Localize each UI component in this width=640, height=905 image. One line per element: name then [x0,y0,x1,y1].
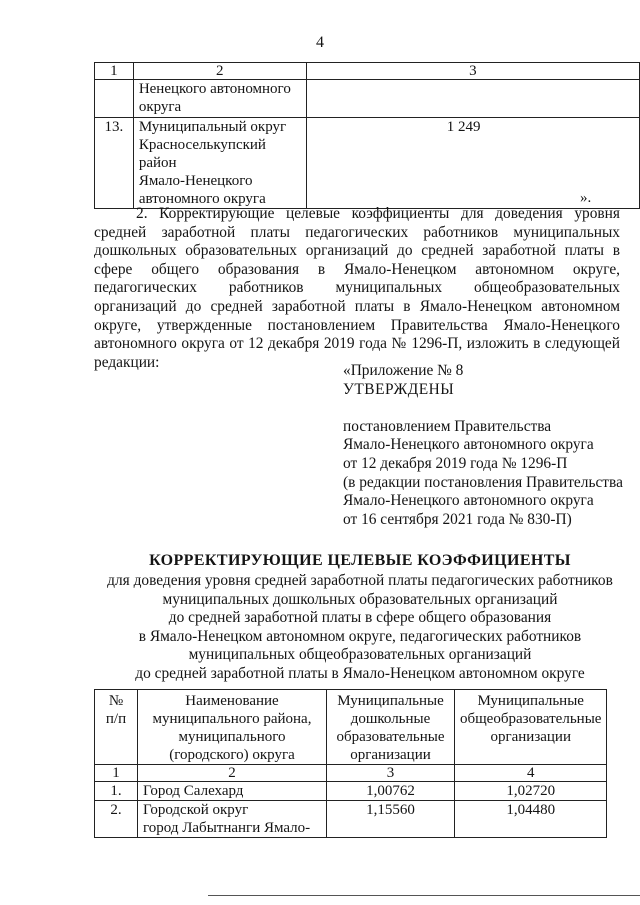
document-subtitle: для доведения уровня средней заработной платы педагогических работников муниципальных дошкольных образовательных организаций до средней заработной платы в сфере общего образования в Ямало-Ненецком автономном округе, педагогических работников муниципальных общеобразовательных организаций до средней заработной платы в Ямало-Ненецком автономном округе [107,572,613,682]
header-cell: 1 [95,63,134,80]
preschool-coefficient: 1,15560 [327,801,455,838]
page-bottom-rule [208,895,640,896]
document-title: КОРРЕКТИРУЮЩИЕ ЦЕЛЕВЫЕ КОЭФФИЦИЕНТЫ [149,552,571,569]
column-number: 2 [138,765,327,782]
row-number [95,80,134,118]
preschool-coefficient: 1,00762 [327,782,455,801]
appendix-label: «Приложение № 8 [343,362,464,379]
column-number-row [95,765,607,782]
column-number: 1 [95,765,138,782]
closing-quote: ». [580,190,592,206]
header-cell: Наименование муниципального района, муниципального (городского) округа [138,690,327,765]
municipality-name: Город Салехард [138,782,327,801]
approved-label: УТВЕРЖДЕНЫ [343,380,455,398]
table-header-row [95,63,640,80]
column-number: 4 [455,765,607,782]
header-cell: Муниципальные дошкольные образовательные организации [327,690,455,765]
table-row [95,80,640,118]
table-row [95,782,607,801]
value-cell: 1 249 [306,118,639,209]
municipality-name: Муниципальный округ Красноселькупский район Ямало-Ненецкого автономного округа [133,118,306,209]
header-cell: № п/п [95,690,138,765]
amendment-paragraph: 2. Корректирующие целевые коэффициенты для доведения уровня средней заработной платы педагогических работников муниципальных дошкольных образовательных организаций до средней заработной платы в сфере общего образования в Ямало-Ненецком автономном округе, педагогических работников муниципальных общеобразовательных организаций до средней заработной платы в Ямало-Ненецком автономном округе, утвержденные постановлением Правительства Ямало-Ненецкого автономного округа от 12 декабря 2019 года № 1296-П, изложить в следующей редакции: [94,205,620,371]
header-cell: 3 [306,63,639,80]
column-number: 3 [327,765,455,782]
row-number: 1. [95,782,138,801]
municipality-name: Городской округ город Лабытнанги Ямало- [138,801,327,838]
header-cell: 2 [133,63,306,80]
coefficients-table [94,689,607,838]
continuation-table [94,62,640,209]
approval-block: «Приложение № 8 УТВЕРЖДЕНЫ постановлением Правительства Ямало-Ненецкого автономного округа от 12 декабря 2019 года № 1296-П (в редакции постановления Правительства Ямало-Ненецкого автономного округа от 16 сентября 2021 года № 830-П) [343,362,623,528]
municipality-name: Ненецкого автономного округа [133,80,306,118]
table-row [95,801,607,838]
table-header-row [95,690,607,765]
general-coefficient: 1,04480 [455,801,607,838]
row-number: 2. [95,801,138,838]
general-coefficient: 1,02720 [455,782,607,801]
page-number: 4 [316,34,324,51]
row-number: 13. [95,118,134,209]
value-cell [306,80,639,118]
header-cell: Муниципальные общеобразовательные организации [455,690,607,765]
table-row [95,118,640,209]
